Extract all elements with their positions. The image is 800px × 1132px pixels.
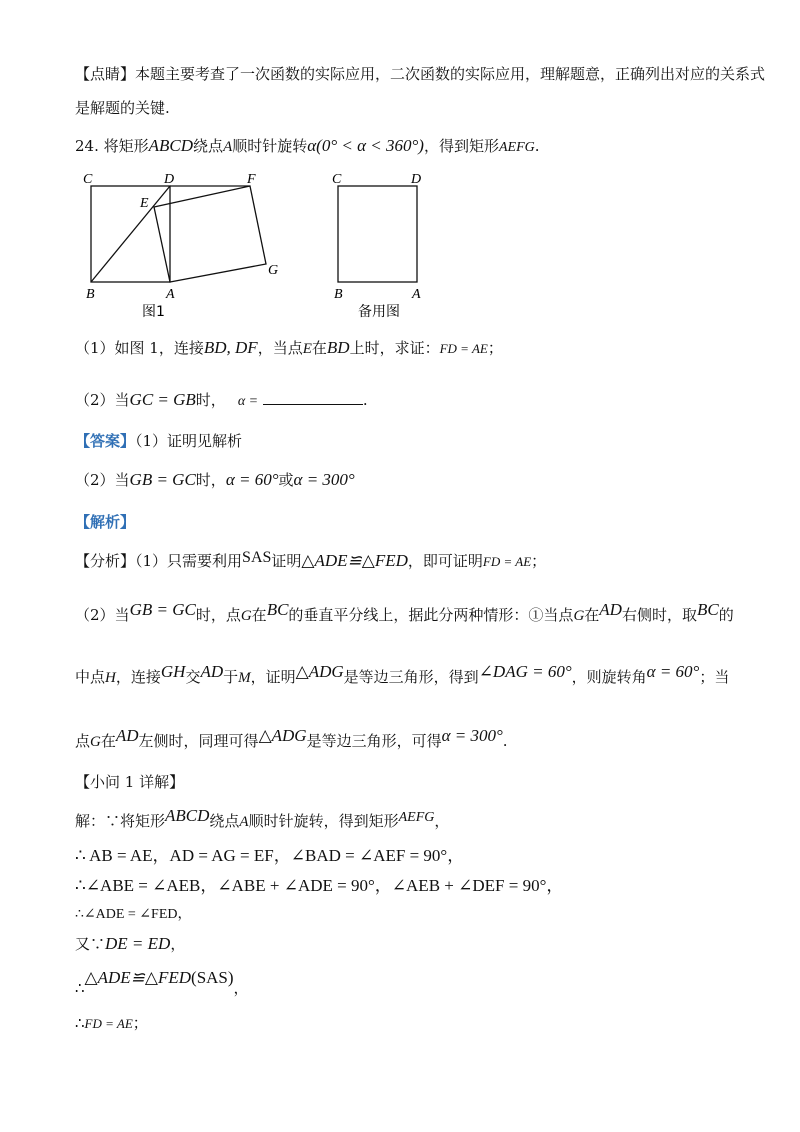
q2-alpha: α = [237, 394, 259, 409]
answer-text: （2）当 [75, 471, 130, 489]
analysis-line1 [75, 548, 546, 572]
answer-alpha-300: α = 300° [293, 470, 355, 489]
analysis-sas: SAS [242, 549, 272, 566]
analysis-text: 证明 [271, 552, 302, 570]
analysis-g: G [90, 734, 101, 750]
detail-tri: △ADE≌△FED [84, 968, 192, 987]
analysis-g: G [240, 608, 252, 624]
detail-sas: (SAS) [191, 968, 234, 987]
fig2-label-a: A [412, 287, 421, 302]
detail-therefore: ∴ [75, 979, 85, 997]
analysis-line4 [75, 726, 508, 752]
question-1 [75, 338, 503, 359]
analysis-text: ； [531, 552, 547, 570]
fig2-label-b: B [334, 287, 343, 302]
analysis-gh: GH [160, 662, 186, 681]
dianjing-line2: 是解题的关键. [75, 99, 170, 117]
answer-text: 时， [195, 471, 226, 489]
analysis-text: 在 [100, 732, 116, 750]
q1-text: ，当点 [257, 339, 303, 357]
detail-text: ； [132, 1014, 148, 1032]
analysis-text: 右侧时，取 [621, 606, 697, 624]
stem-text: . [534, 137, 540, 155]
analysis-text: 是等边三角形，得到 [343, 668, 479, 686]
detail-therefore: ∴ [75, 1014, 85, 1032]
analysis-text: ，证明 [250, 668, 296, 686]
detail-text: 解：∵将矩形 [75, 812, 166, 830]
q1-eq: FD = AE [439, 341, 488, 356]
analysis-text: 的垂直平分线上，据此分两种情形：①当点 [288, 606, 574, 624]
fig1-label-e: E [140, 196, 149, 211]
stem-text: 顺时针旋转 [232, 137, 308, 155]
stem-text: ，得到矩形 [423, 137, 499, 155]
analysis-text: 左侧时，同理可得 [138, 732, 259, 750]
analysis-h: H [105, 670, 116, 686]
detail-abcd: ABCD [165, 806, 210, 825]
fig1-label-g: G [268, 263, 279, 278]
analysis-tri3: △ADG [258, 726, 307, 745]
analysis-text: （2） [75, 606, 115, 624]
detail-text: ， [434, 812, 450, 830]
analysis-fdae: FD = AE [482, 554, 532, 569]
q2-text: 时， [195, 391, 226, 409]
detail-step6 [75, 968, 249, 997]
analysis-a60: α = 60° [646, 662, 700, 681]
detail-de-ed: DE = ED [105, 934, 171, 953]
detail-text: 顺时针旋转，得到矩形 [248, 812, 399, 830]
analysis-text: ，即可证明 [407, 552, 483, 570]
q1-bd: BD [326, 338, 350, 357]
fig2-caption: 备用图 [358, 304, 400, 320]
analysis-text: ；当 [699, 668, 730, 686]
analysis-bc: BC [696, 600, 719, 619]
analysis-text: . [502, 732, 508, 750]
detail-step2: ∴ AB = AE，AD = AG = EF，∠BAD = ∠AEF = 90°， [75, 846, 465, 865]
fig2-label-c: C [332, 172, 342, 187]
q1-text: 上时，求证： [349, 339, 440, 357]
detail-text: 绕点 [209, 812, 240, 830]
q1-text: 在 [311, 339, 327, 357]
problem-stem [75, 136, 540, 158]
q2-text: （2）当 [75, 391, 130, 409]
analysis-bc: BC [266, 600, 289, 619]
analysis-text: 于 [223, 668, 239, 686]
detail-fdae: FD = AE [84, 1016, 133, 1031]
q1-e: E [302, 341, 312, 357]
q2-text: . [362, 391, 368, 409]
rect-abcd-backup [338, 186, 417, 282]
q2-eq: GC = GB [129, 390, 196, 409]
analysis-text: 中点 [75, 668, 106, 686]
q1-text: （1）如图 1，连接 [75, 339, 204, 357]
answer-text: （1）证明见解析 [135, 432, 243, 450]
analysis-text: 的 [718, 606, 734, 624]
analysis-text: 时，点 [195, 606, 241, 624]
figure-1 [80, 170, 290, 325]
analysis-a300: α = 300° [441, 726, 503, 745]
problem-number: 24. [75, 137, 99, 155]
analysis-gbgc: GB = GC [129, 600, 196, 619]
stem-a: A [223, 139, 233, 155]
stem-abcd: ABCD [148, 136, 194, 155]
q2-answer-blank [263, 390, 363, 405]
q1-text: ； [487, 339, 503, 357]
segment-bd [91, 186, 170, 282]
question-2 [75, 390, 368, 412]
detail-step7 [75, 1013, 148, 1034]
analysis-text: 在 [251, 606, 267, 624]
detail-step1 [75, 806, 449, 832]
stem-text: 绕点 [193, 137, 224, 155]
detail-text: 又∵ [75, 935, 106, 953]
analysis-tag-text: 【解析】 [75, 513, 136, 531]
detail-a: A [239, 814, 249, 830]
fig1-label-a: A [166, 287, 175, 302]
analysis-text: 点 [75, 732, 91, 750]
stem-text: 将矩形 [103, 137, 149, 155]
dianjing-line1: 【点睛】本题主要考查了一次函数的实际应用，二次函数的实际应用，理解题意，正确列出对应的关系式 [75, 65, 766, 83]
analysis-text: 当 [114, 606, 130, 624]
analysis-ad: AD [115, 726, 139, 745]
fig1-label-d: D [164, 172, 175, 187]
analysis-tri2: △ADG [295, 662, 344, 681]
answer-line2 [75, 470, 355, 490]
answer-alpha-60: α = 60° [225, 470, 279, 489]
fig2-label-d: D [411, 172, 422, 187]
analysis-ad: AD [200, 662, 224, 681]
detail-step5 [75, 934, 185, 954]
analysis-m: M [238, 670, 251, 686]
detail-text: ， [170, 935, 186, 953]
answer-eq: GB = GC [129, 470, 196, 489]
figure-2 [330, 170, 440, 325]
fig1-label-c: C [83, 172, 93, 187]
detail-step3: ∴∠ABE = ∠AEB，∠ABE + ∠ADE = 90°，∠AEB + ∠DEF = 90°， [75, 876, 564, 895]
fig1-label-b: B [86, 287, 95, 302]
analysis-text: 是等边三角形，可得 [306, 732, 442, 750]
analysis-g: G [573, 608, 585, 624]
stem-aefg: AEFG [498, 140, 535, 155]
q1-bd-df: BD, DF [203, 338, 258, 357]
answer-line1 [75, 431, 242, 451]
analysis-line3 [75, 662, 729, 688]
analysis-text: 【分析】（1）只需要利用 [75, 552, 243, 570]
analysis-text: 在 [584, 606, 600, 624]
detail-aefg: AEFG [398, 810, 435, 825]
detail-step4: ∴∠ADE = ∠FED， [75, 907, 192, 922]
analysis-ad: AD [599, 600, 622, 619]
analysis-text: ，连接 [115, 668, 161, 686]
analysis-text: ，则旋转角 [571, 668, 647, 686]
stem-alpha-range: α(0° < α < 360°) [307, 136, 424, 155]
fig1-caption: 图1 [142, 304, 165, 320]
analysis-tri1: △ADE≌△FED [301, 551, 408, 570]
fig1-label-f: F [247, 172, 256, 187]
detail-text: ， [233, 979, 249, 997]
analysis-dag: ∠DAG = 60° [478, 662, 572, 681]
answer-tag: 【答案】 [75, 432, 136, 450]
rect-aefg [154, 186, 266, 282]
detail-tag: 【小问 1 详解】 [75, 773, 185, 791]
analysis-line2 [75, 600, 734, 626]
analysis-tag [75, 512, 135, 532]
answer-text: 或 [278, 471, 294, 489]
analysis-text: 交 [185, 668, 201, 686]
